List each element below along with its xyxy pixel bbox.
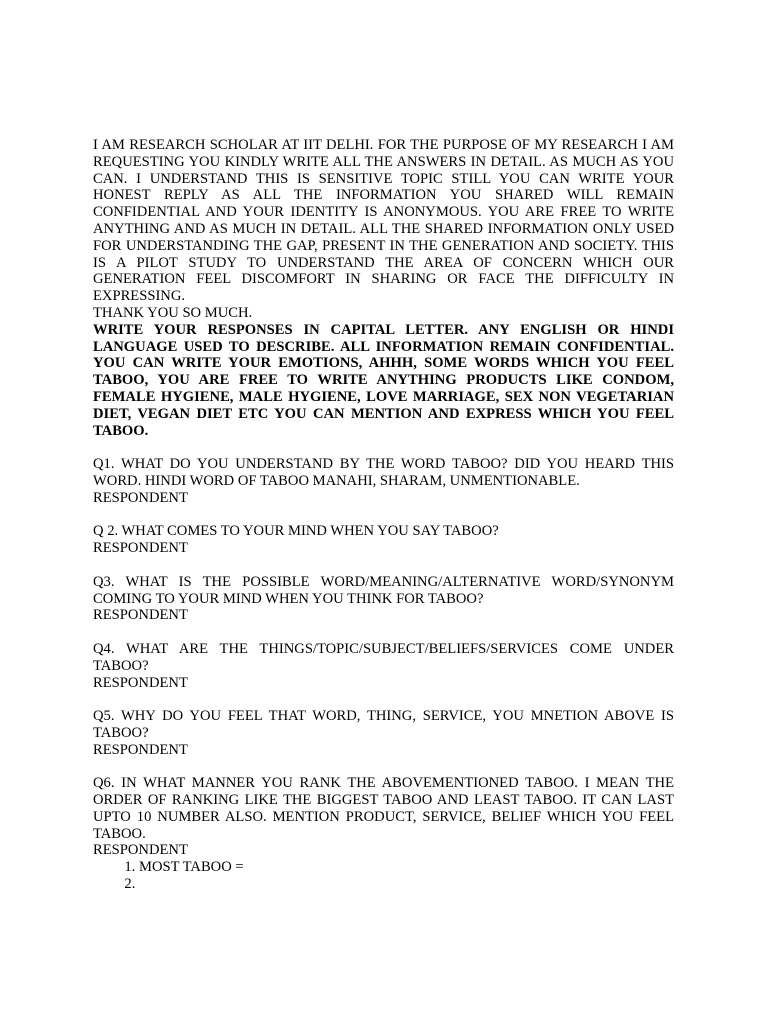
respondent-label: RESPONDENT bbox=[93, 540, 188, 557]
respondent-label: RESPONDENT bbox=[93, 842, 188, 859]
question-text: Q5. WHY DO YOU FEEL THAT WORD, THING, SERVICE, YOU MNETION ABOVE IS TABOO? bbox=[93, 708, 674, 741]
question-block-6 bbox=[93, 775, 674, 893]
ranking-item: 1. MOST TABOO = bbox=[139, 859, 674, 876]
spacer bbox=[93, 691, 674, 708]
question-text: Q1. WHAT DO YOU UNDERSTAND BY THE WORD TABOO? DID YOU HEARD THIS WORD. HINDI WORD OF TABOO MANAHI, SHARAM, UNMENTIONABLE. bbox=[93, 456, 674, 489]
respondent-label: RESPONDENT bbox=[93, 674, 188, 691]
intro-paragraph: I AM RESEARCH SCHOLAR AT IIT DELHI. FOR THE PURPOSE OF MY RESEARCH I AM REQUESTING YOU KINDLY WRITE ALL THE ANSWERS IN DETAIL. AS MUCH AS YOU CAN. I UNDERSTAND THIS IS SENSITIVE TOPIC STILL YOU CAN WRITE YOUR HONEST REPLY AS ALL THE INFORMATION YOU SHARED WILL REMAIN CONFIDENTIAL AND YOUR IDENTITY IS ANONYMOUS. YOU ARE FREE TO WRITE ANYTHING AND AS MUCH IN DETAIL. ALL THE SHARED INFORMATION ONLY USED FOR UNDERSTANDING THE GAP, PRESENT IN THE GENERATION AND SOCIETY. THIS IS A PILOT STUDY TO UNDERSTAND THE AREA OF CONCERN WHICH OUR GENERATION FEEL DISCOMFORT IN SHARING OR FACE THE DIFFICULTY IN EXPRESSING. bbox=[93, 137, 674, 305]
spacer bbox=[93, 439, 674, 456]
spacer bbox=[93, 758, 674, 775]
ranking-list bbox=[93, 859, 674, 893]
spacer bbox=[93, 557, 674, 574]
question-text: Q6. IN WHAT MANNER YOU RANK THE ABOVEMENTIONED TABOO. I MEAN THE ORDER OF RANKING LIKE THE BIGGEST TABOO AND LEAST TABOO. IT CAN LAST UPTO 10 NUMBER ALSO. MENTION PRODUCT, SERVICE, BELIEF WHICH YOU FEEL TABOO. bbox=[93, 775, 674, 842]
respondent-label: RESPONDENT bbox=[93, 741, 188, 758]
respondent-label: RESPONDENT bbox=[93, 489, 188, 506]
question-text: Q 2. WHAT COMES TO YOUR MIND WHEN YOU SAY TABOO? bbox=[93, 523, 499, 540]
ranking-item bbox=[139, 876, 674, 893]
question-text: Q4. WHAT ARE THE THINGS/TOPIC/SUBJECT/BELIEFS/SERVICES COME UNDER TABOO? bbox=[93, 640, 674, 674]
question-block-5 bbox=[93, 708, 674, 758]
question-block-3 bbox=[93, 574, 674, 624]
spacer bbox=[93, 624, 674, 641]
document-page bbox=[93, 137, 674, 893]
instructions-paragraph: WRITE YOUR RESPONSES IN CAPITAL LETTER. ANY ENGLISH OR HINDI LANGUAGE USED TO DESCRIBE. ALL INFORMATION REMAIN CONFIDENTIAL. YOU CAN WRITE YOUR EMOTIONS, AHHH, SOME WORDS WHICH YOU FEEL TABOO, YOU ARE FREE TO WRITE ANYTHING PRODUCTS LIKE CONDOM, FEMALE HYGIENE, MALE HYGIENE, LOVE MARRIAGE, SEX NON VEGETARIAN DIET, VEGAN DIET ETC YOU CAN MENTION AND EXPRESS WHICH YOU FEEL TABOO. bbox=[93, 321, 674, 439]
question-block-1 bbox=[93, 456, 674, 506]
question-block-2 bbox=[93, 523, 674, 557]
question-block-4 bbox=[93, 641, 674, 691]
thanks-line: THANK YOU SO MUCH. bbox=[93, 304, 253, 321]
question-text: Q3. WHAT IS THE POSSIBLE WORD/MEANING/ALTERNATIVE WORD/SYNONYM COMING TO YOUR MIND WHEN YOU THINK FOR TABOO? bbox=[93, 573, 674, 607]
respondent-label: RESPONDENT bbox=[93, 607, 188, 624]
spacer bbox=[93, 507, 674, 524]
